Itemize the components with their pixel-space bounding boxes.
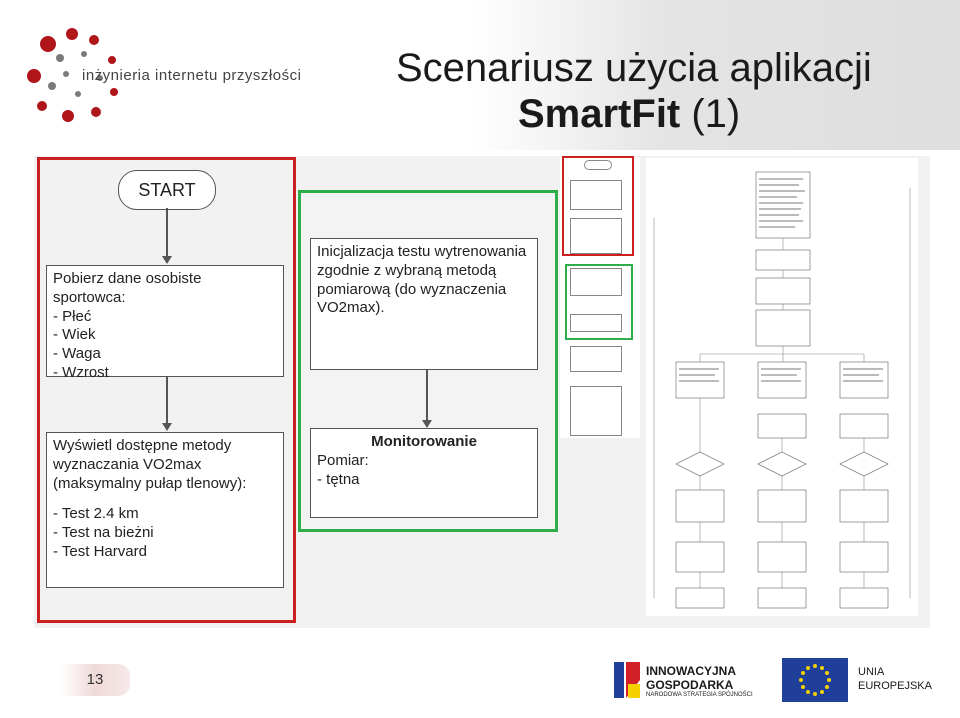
box-line: VO2max). [317,299,385,317]
box-line: zgodnie z wybraną metodą [317,261,497,279]
box-line: Pomiar: [317,451,369,469]
ig-logo-line3: NARODOWA STRATEGIA SPÓJNOŚCI [646,692,753,698]
slide-title-app-name: SmartFit [518,92,681,136]
box-line: Inicjalizacja testu wytrenowania [317,243,527,260]
eu-flag-icon [782,658,848,702]
green-highlight-frame-middle [298,190,558,532]
box-line: Pobierz dane osobiste sportowca: [53,270,202,306]
slide-title-suffix: (1) [680,92,741,136]
box-line: - Test na bieżni [53,524,154,541]
box-line: Wyświetl dostępne metody [53,437,232,454]
eu-label-line2: EUROPEJSKA [858,680,932,692]
box-line: - Test 2.4 km [53,505,139,523]
innovative-economy-logo-icon [612,660,642,700]
mini-box [570,346,622,372]
mini-box [570,386,622,436]
logo-text: inżynieria internetu przyszłości [82,67,302,84]
box-line: - Test Harvard [53,542,147,560]
green-highlight-frame-mini [565,264,633,340]
flow-start-node: START [118,170,216,210]
eu-label-line1: UNIA [858,666,885,678]
box-line: (maksymalny pułap tlenowy): [53,474,247,492]
box-line: wyznaczania VO2max [53,455,202,473]
monitoring-title: Monitorowanie [371,433,477,450]
box-line: - Płeć [53,307,92,325]
box-line: - Wzrost [53,363,109,381]
ig-logo-line2: GOSPODARKA [646,678,734,692]
slide-title-line1: Scenariusz użycia aplikacji [396,46,872,90]
page-number: 13 [60,664,130,696]
slide-title-line2 [518,92,740,137]
box-line: - Waga [53,345,101,362]
mini-flowchart-diagram [646,158,918,616]
box-line: - tętna [317,470,360,488]
red-highlight-frame-mini [562,156,634,256]
red-highlight-frame-left [37,157,296,623]
ig-logo-line1: INNOWACYJNA [646,664,737,678]
box-line: pomiarową (do wyznaczenia [317,280,507,298]
box-line: - Wiek [53,326,96,344]
